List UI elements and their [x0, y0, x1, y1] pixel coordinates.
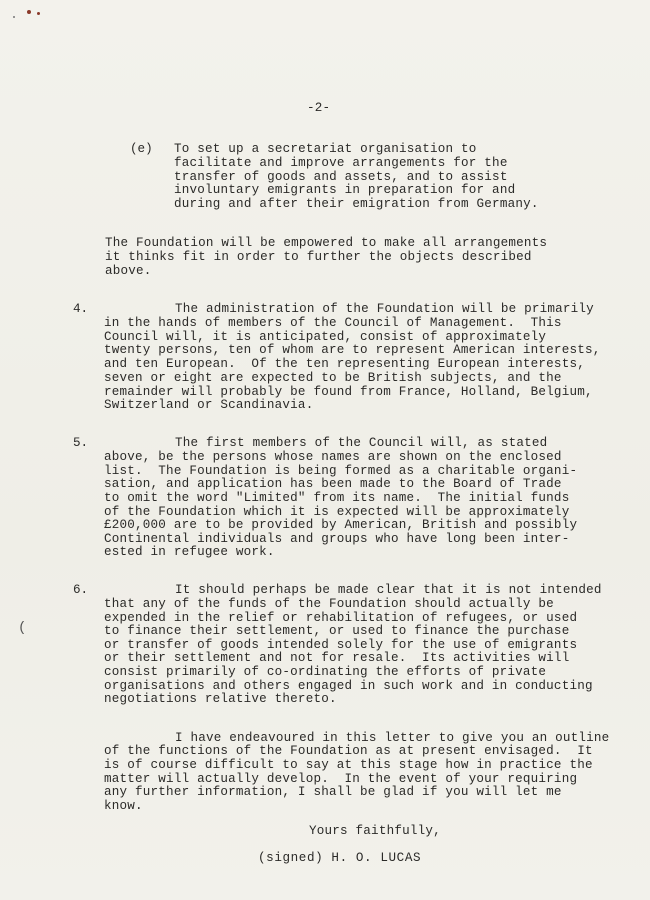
- paragraph-line: or their settlement and not for resale. Its activities will: [104, 651, 570, 665]
- paragraph-line: The first members of the Council will, as stated: [175, 436, 548, 450]
- paragraph-line: any further information, I shall be glad if you will let me: [104, 785, 562, 799]
- paragraph-line: to omit the word "Limited" from its name. The initial funds: [104, 491, 570, 505]
- paragraph-line: ested in refugee work.: [104, 545, 275, 559]
- item-line: facilitate and improve arrangements for the: [174, 156, 508, 170]
- paragraph-line: negotiations relative thereto.: [104, 692, 337, 706]
- paragraph-line: in the hands of members of the Council of Management. This: [104, 316, 562, 330]
- paragraph-line: twenty persons, ten of whom are to represent American interests,: [104, 343, 601, 357]
- paragraph-line: know.: [104, 799, 143, 813]
- paragraph-line: The Foundation will be empowered to make all arrangements: [105, 236, 548, 250]
- paragraph-line: matter will actually develop. In the event of your requiring: [104, 772, 578, 786]
- paragraph-number: 6.: [73, 583, 89, 597]
- item-line: involuntary emigrants in preparation for and: [174, 183, 516, 197]
- paragraph-line: seven or eight are expected to be British subjects, and the: [104, 371, 562, 385]
- paragraph-line: above, be the persons whose names are shown on the enclosed: [104, 450, 562, 464]
- paragraph-line: of the functions of the Foundation as at present envisaged. It: [104, 744, 593, 758]
- item-line: during and after their emigration from Germany.: [174, 197, 539, 211]
- paragraph-line: £200,000 are to be provided by American, British and possibly: [104, 518, 578, 532]
- ink-speck: [27, 10, 31, 14]
- paragraph-line: Council will, it is anticipated, consist of approximately: [104, 330, 547, 344]
- paragraph-line: remainder will probably be found from France, Holland, Belgium,: [104, 385, 593, 399]
- paragraph-line: or transfer of goods intended solely for the use of emigrants: [104, 638, 578, 652]
- paragraph-line: it thinks fit in order to further the objects described: [105, 250, 532, 264]
- closing-salutation: Yours faithfully,: [309, 824, 441, 838]
- item-line: transfer of goods and assets, and to assist: [174, 170, 508, 184]
- ink-speck: [13, 16, 15, 18]
- signature: (signed) H. O. LUCAS: [258, 851, 422, 865]
- paragraph-line: Switzerland or Scandinavia.: [104, 398, 314, 412]
- item-label: (e): [130, 142, 153, 156]
- paragraph-line: I have endeavoured in this letter to give you an outline: [175, 731, 610, 745]
- paragraph-line: sation, and application has been made to the Board of Trade: [104, 477, 562, 491]
- paragraph-line: above.: [105, 264, 152, 278]
- margin-mark: (: [18, 620, 27, 636]
- paragraph-line: of the Foundation which it is expected will be approximately: [104, 505, 570, 519]
- item-line: To set up a secretariat organisation to: [174, 142, 477, 156]
- paragraph-number: 5.: [73, 436, 89, 450]
- ink-speck: [37, 12, 40, 15]
- page-number: -2-: [307, 101, 331, 115]
- paragraph-line: expended in the relief or rehabilitation of refugees, or used: [104, 611, 578, 625]
- paragraph-line: Continental individuals and groups who have long been inter-: [104, 532, 570, 546]
- paragraph-line: organisations and others engaged in such work and in conducting: [104, 679, 593, 693]
- paragraph-line: that any of the funds of the Foundation should actually be: [104, 597, 554, 611]
- paragraph-line: and ten European. Of the ten representing European interests,: [104, 357, 585, 371]
- paragraph-line: consist primarily of co-ordinating the efforts of private: [104, 665, 547, 679]
- paragraph-line: list. The Foundation is being formed as a charitable organi-: [104, 464, 578, 478]
- paragraph-line: It should perhaps be made clear that it is not intended: [175, 583, 602, 597]
- paragraph-line: is of course difficult to say at this stage how in practice the: [104, 758, 593, 772]
- paragraph-line: The administration of the Foundation will be primarily: [175, 302, 594, 316]
- paragraph-line: to finance their settlement, or used to finance the purchase: [104, 624, 570, 638]
- paragraph-number: 4.: [73, 302, 89, 316]
